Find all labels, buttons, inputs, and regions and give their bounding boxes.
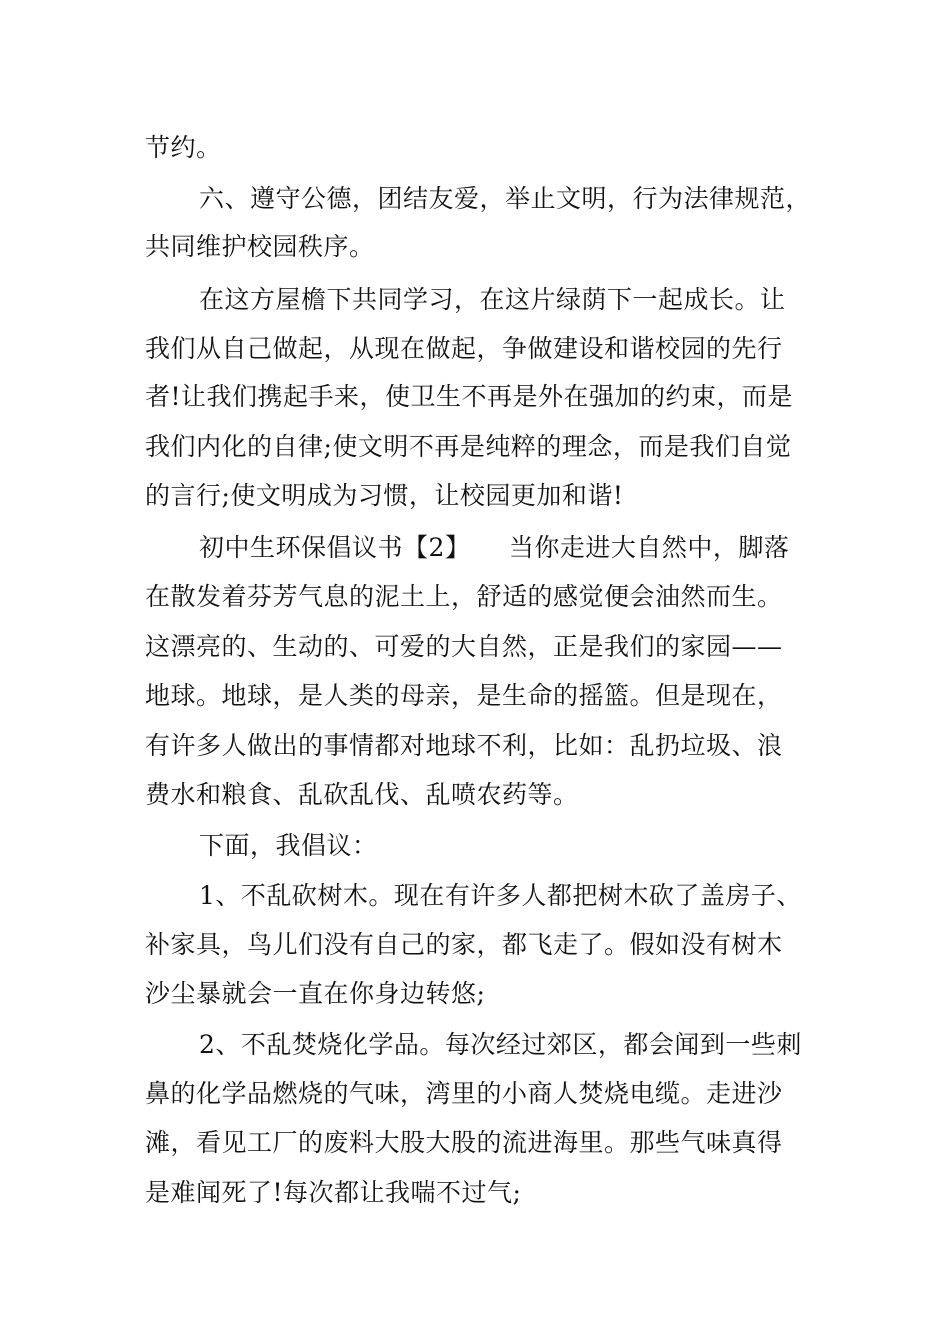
- text-line: 地球。地球，是人类的母亲，是生命的摇篮。但是现在，: [145, 681, 783, 710]
- text-line: 我们内化的自律;使文明不再是纯粹的理念，而是我们自觉: [145, 432, 792, 461]
- text-line: 初中生环保倡议书【2】 当你走进大自然中，脚落: [199, 533, 790, 562]
- text-line: 补家具，鸟儿们没有自己的家，都飞走了。假如没有树木: [145, 930, 783, 959]
- text-line: 我们从自己做起，从现在做起，争做建设和谐校园的先行: [145, 334, 783, 363]
- text-line: 的言行;使文明成为习惯，让校园更加和谐!: [145, 481, 624, 510]
- text-line: 共同维护校园秩序。: [145, 232, 375, 261]
- text-line: 下面，我倡议：: [199, 831, 378, 860]
- text-line: 节约。: [145, 133, 222, 162]
- text-line: 在散发着芬芳气息的泥土上，舒适的感觉便会油然而生。: [145, 582, 783, 611]
- text-line: 1、不乱砍树木。现在有许多人都把树木砍了盖房子、: [199, 881, 802, 910]
- text-line: 2、不乱焚烧化学品。每次经过郊区，都会闻到一些刺: [199, 1030, 802, 1059]
- text-line: 是难闻死了!每次都让我喘不过气;: [145, 1178, 522, 1207]
- text-line: 鼻的化学品燃烧的气味，湾里的小商人焚烧电缆。走进沙: [145, 1079, 783, 1108]
- text-line: 费水和粮食、乱砍乱伐、乱喷农药等。: [145, 780, 579, 809]
- text-line: 六、遵守公德，团结友爱，举止文明，行为法律规范，: [199, 184, 812, 213]
- text-line: 滩，看见工厂的废料大股大股的流进海里。那些气味真得: [145, 1128, 783, 1157]
- text-line: 沙尘暴就会一直在你身边转悠;: [145, 979, 486, 1008]
- text-line: 在这方屋檐下共同学习，在这片绿荫下一起成长。让: [199, 285, 786, 314]
- text-line: 有许多人做出的事情都对地球不利，比如：乱扔垃圾、浪: [145, 731, 783, 760]
- text-line: 这漂亮的、生动的、可爱的大自然，正是我们的家园——: [145, 632, 783, 661]
- text-line: 者!让我们携起手来，使卫生不再是外在强加的约束，而是: [145, 382, 794, 411]
